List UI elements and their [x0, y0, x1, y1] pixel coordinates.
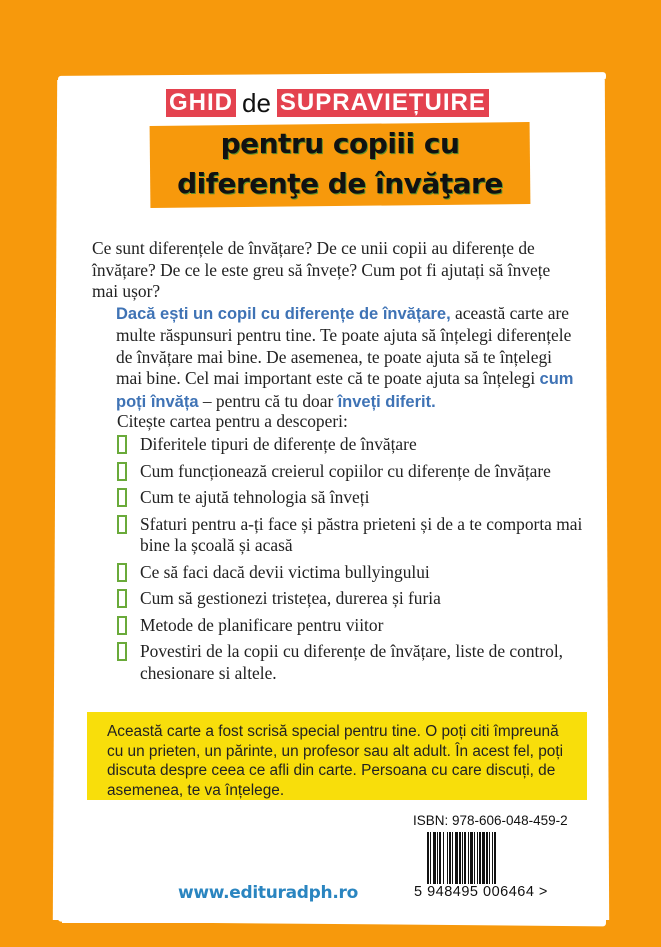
checklist-item [117, 562, 587, 584]
highlight-text: înveți diferit. [337, 392, 436, 411]
title-top [166, 89, 489, 117]
website-link[interactable]: www.edituradph.ro [178, 883, 358, 903]
highlight-text: cum poți învăța [116, 370, 574, 411]
book-title-line2: diferenţe de învăţare [177, 167, 503, 200]
barcode-digits [413, 884, 549, 900]
isbn-label: ISBN: 978-606-048-459-2 [413, 813, 568, 828]
checklist-item [117, 514, 587, 557]
checkbox-icon[interactable] [117, 642, 127, 661]
checkbox-icon[interactable] [117, 462, 127, 481]
checklist-label: Cum te ajută tehnologia să înveți [140, 487, 370, 507]
checkbox-icon[interactable] [117, 515, 127, 534]
title-word-supravietuire: SUPRAVIEȚUIRE [277, 89, 489, 117]
title-word-de: de [242, 88, 271, 118]
intro-text-span: această carte are multe răspunsuri pentru tine. Te poate ajuta să înțelegi diferențele de învățare mai bine. De asemenea, te poate ajuta să te înțelegi mai bine. Cel mai important este că te poate ajuta sa înțelegi [116, 302, 572, 388]
checklist-label: Cum să gestionezi tristețea, durerea și furia [140, 588, 441, 608]
checklist-item [117, 588, 587, 610]
checklist-label: Povestiri de la copii cu diferențe de învățare, liste de control, chesionare si altele. [140, 641, 564, 683]
checklist-label: Cum funcționează creierul copiilor cu diferențe de învățare [140, 460, 551, 481]
highlight-text: Dacă ești un copil cu diferențe de învățare, [116, 304, 451, 323]
checklist-item [117, 461, 587, 483]
note-box: Această carte a fost scrisă special pentru tine. O poți citi împreună cu un prieten, un părinte, un profesor sau alt adult. În acest fel, poți discuta despre ceea ce afli din carte. Persoana cu care discuți, de asemenea, te va înțelege. [87, 712, 587, 800]
checkbox-icon[interactable] [117, 488, 127, 507]
checkbox-icon[interactable] [117, 435, 127, 454]
checklist-item [117, 615, 587, 637]
checklist-label: Ce să faci dacă devii victima bullyingului [140, 561, 430, 582]
checklist-item [117, 641, 587, 684]
barcode-digits-text: 5 948495 006464 > [414, 884, 548, 900]
book-title-line1: pentru copiii cu [220, 127, 460, 160]
title-word-ghid: GHID [166, 89, 236, 117]
intro-paragraph-2 [92, 303, 578, 414]
checkbox-icon[interactable] [117, 616, 127, 635]
checklist-label: Diferitele tipuri de diferențe de învățare [140, 434, 417, 454]
intro-text-span: – pentru că tu doar [198, 390, 338, 411]
intro-paragraph-1: Ce sunt diferențele de învățare? De ce unii copii au diferențe de învățare? De ce le este greu să învețe? Cum pot fi ajutați să învețe mai ușor? [92, 238, 551, 301]
list-intro: Citește cartea pentru a descoperi: [117, 411, 348, 431]
intro-text [92, 238, 578, 413]
checkbox-icon[interactable] [117, 563, 127, 582]
checklist-item [117, 487, 587, 509]
barcode [427, 832, 543, 892]
checklist-label: Metode de planificare pentru viitor [140, 614, 384, 635]
checkbox-icon[interactable] [117, 589, 127, 608]
checklist [117, 434, 587, 689]
book-title [150, 124, 530, 204]
checklist-label: Sfaturi pentru a-ți face și păstra prieteni și de a te comporta mai bine la școală și acasă [140, 513, 583, 555]
checklist-item [117, 434, 587, 456]
